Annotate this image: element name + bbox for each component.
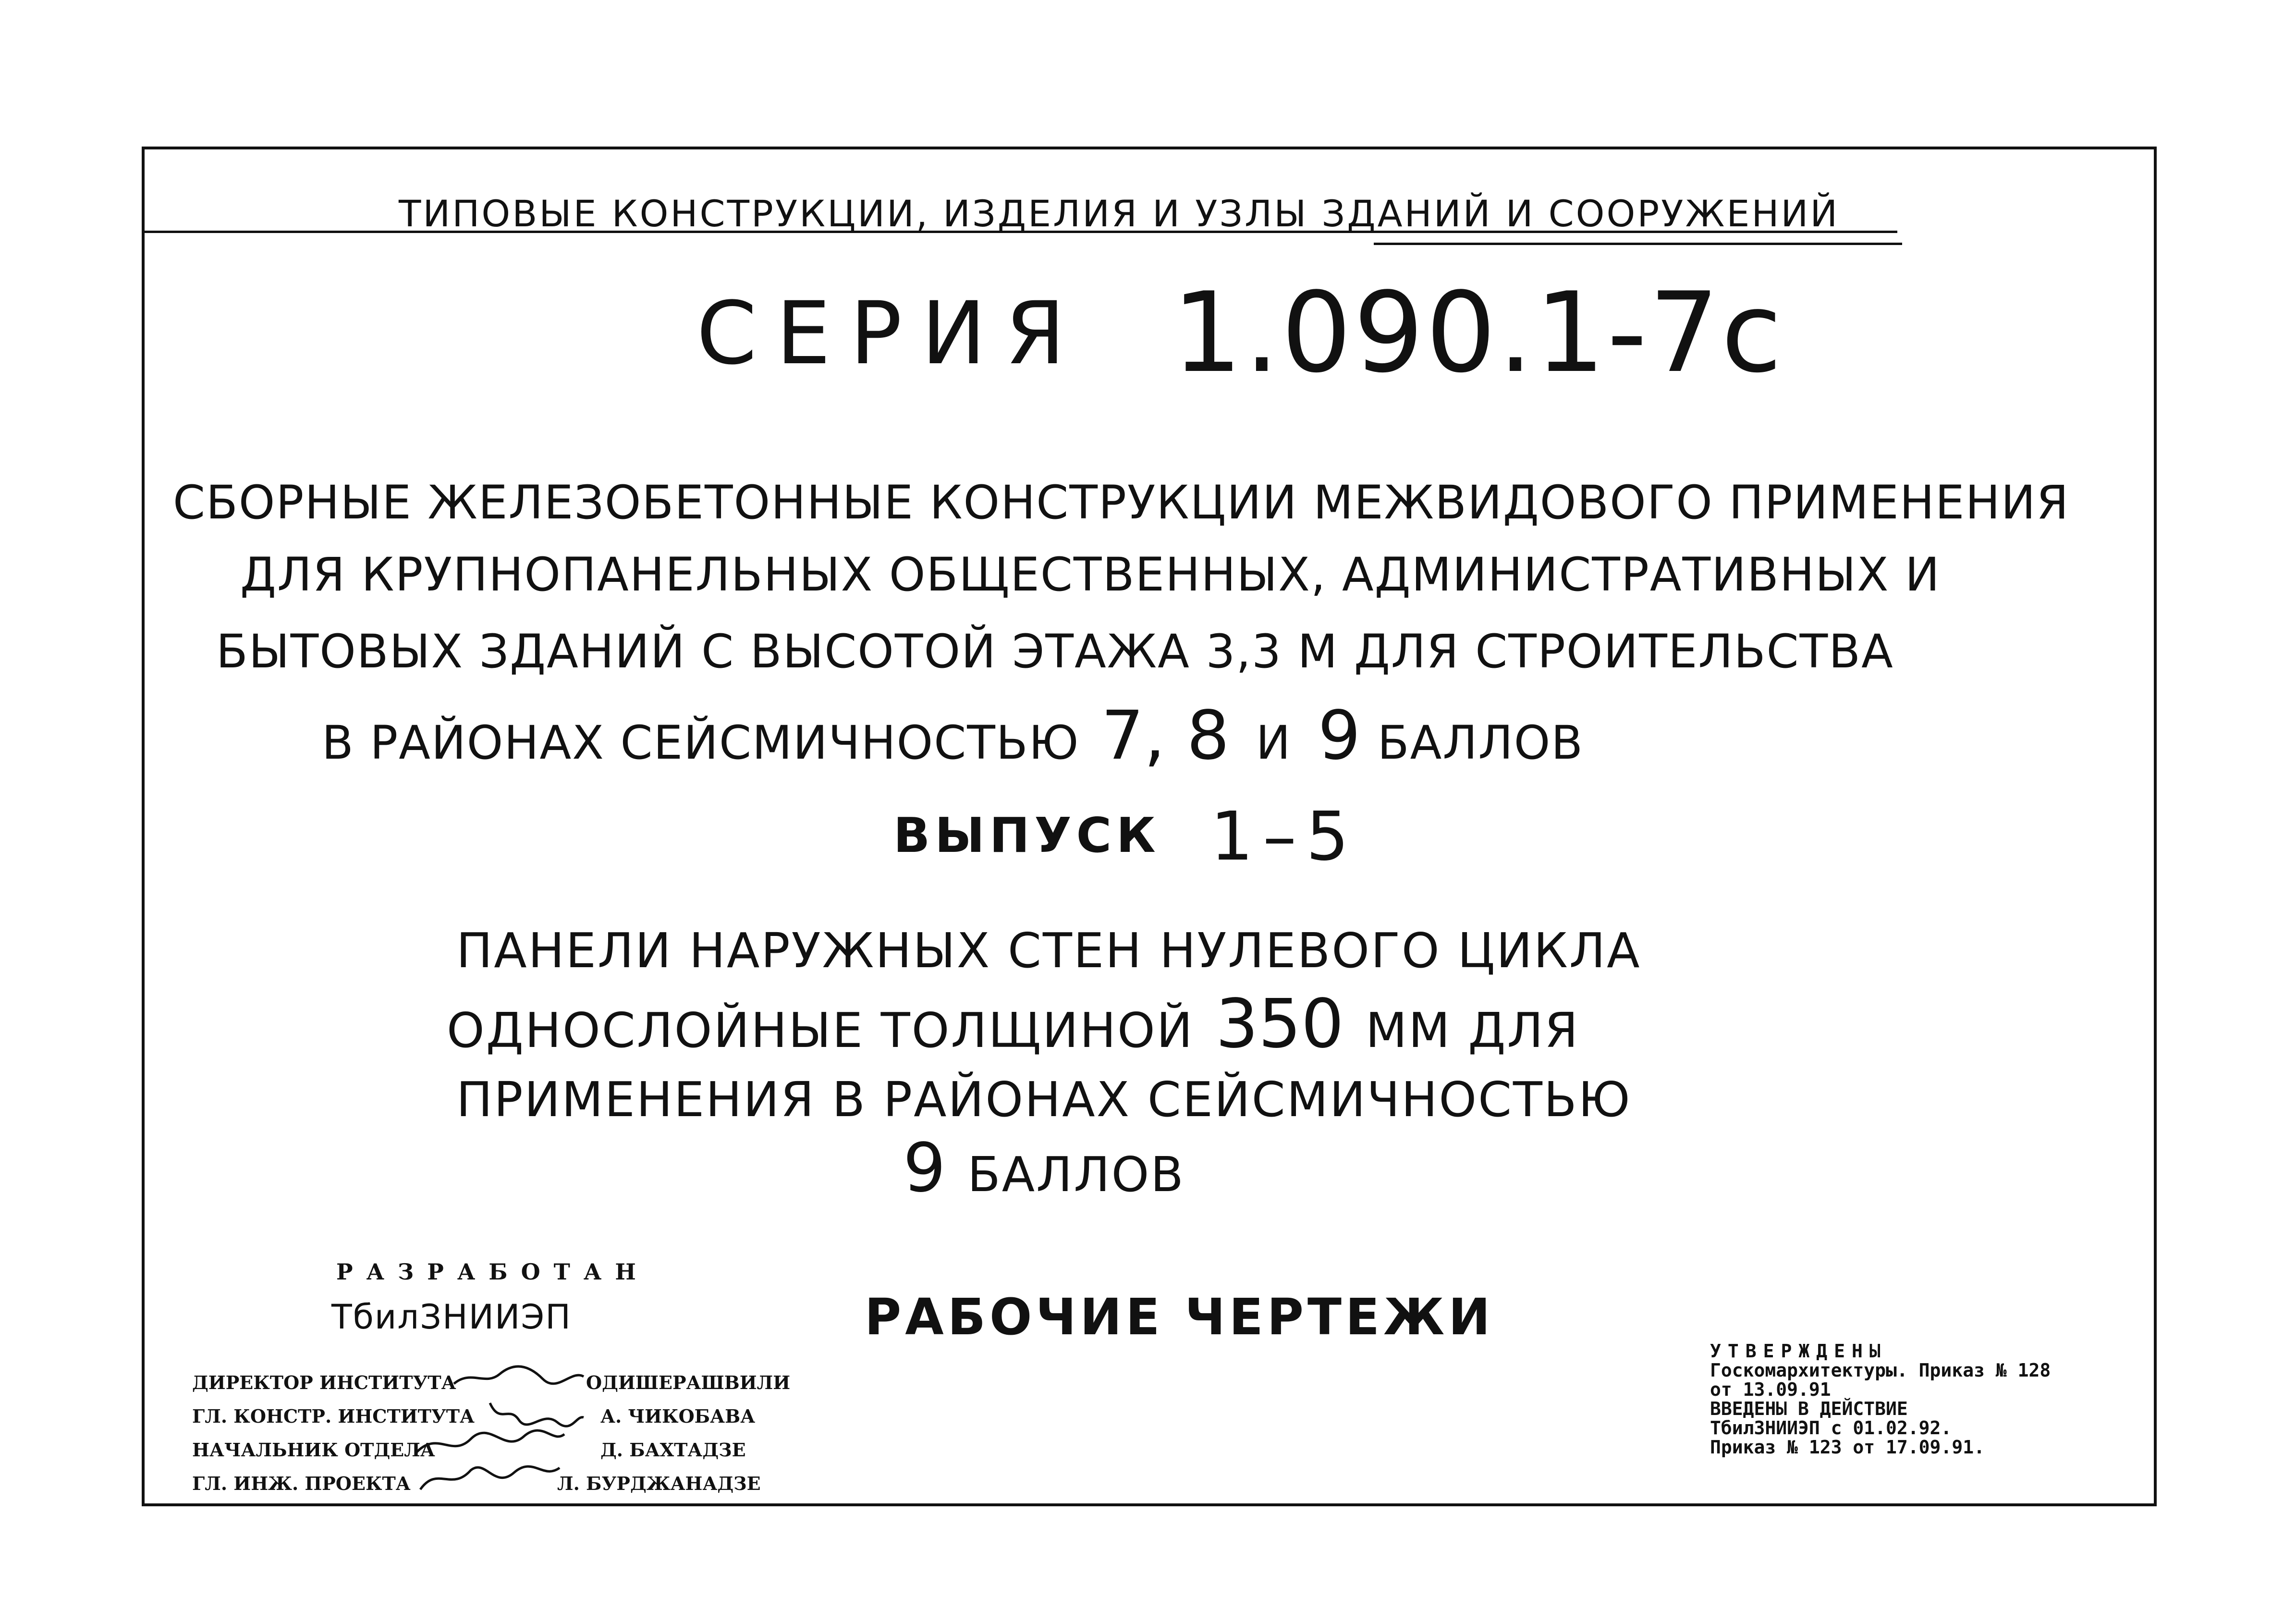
subtitle-points-word: БАЛЛОВ: [967, 1146, 1185, 1203]
issue-number: 1–5: [1210, 798, 1359, 876]
staff-name-3: Д. БАХТАДЗЕ: [600, 1439, 746, 1461]
subtitle-line-3: ПРИМЕНЕНИЯ В РАЙОНАХ СЕЙСМИЧНОСТЬЮ: [456, 1071, 1632, 1128]
staff-name-2: А. ЧИКОБАВА: [600, 1405, 756, 1427]
subtitle-line-1: ПАНЕЛИ НАРУЖНЫХ СТЕН НУЛЕВОГО ЦИКЛА: [456, 923, 1641, 979]
subtitle-line-2: [447, 985, 1579, 1063]
staff-role-3: НАЧАЛЬНИК ОТДЕЛА: [192, 1439, 435, 1461]
subtitle-seismic-value: 9: [903, 1129, 946, 1207]
issue-label: ВЫПУСК: [893, 807, 1160, 863]
main-title-line-1: СБОРНЫЕ ЖЕЛЕЗОБЕТОННЫЕ КОНСТРУКЦИИ МЕЖВИДОВОГО ПРИМЕНЕНИЯ: [173, 476, 2070, 529]
header-underline: [1374, 243, 1902, 245]
work-drawings-title: РАБОЧИЕ ЧЕРТЕЖИ: [865, 1288, 1494, 1346]
seismic-values: 7, 8: [1101, 697, 1230, 775]
staff-role-2: ГЛ. КОНСТР. ИНСТИТУТА: [192, 1405, 475, 1427]
thickness-unit: ММ ДЛЯ: [1365, 1002, 1580, 1058]
header-title: ТИПОВЫЕ КОНСТРУКЦИИ, ИЗДЕЛИЯ И УЗЛЫ ЗДАНИЙ И СООРУЖЕНИЙ: [399, 192, 1840, 235]
conjunction: И: [1256, 716, 1292, 770]
series-number: 1.090.1-7с: [1172, 269, 1784, 397]
approval-line-4: ТбилЗНИИЭП с 01.02.92.: [1710, 1417, 1952, 1439]
developer-org: ТбилЗНИИЭП: [331, 1297, 572, 1337]
seismic-value-9: 9: [1318, 697, 1361, 775]
main-title-line-4-text: В РАЙОНАХ СЕЙСМИЧНОСТЬЮ: [322, 716, 1080, 770]
signature-chief-engineer: [418, 1456, 562, 1499]
staff-name-4: Л. БУРДЖАНАДЗЕ: [557, 1473, 761, 1494]
staff-name-1: ОДИШЕРАШВИЛИ: [586, 1372, 791, 1393]
main-title-line-2: ДЛЯ КРУПНОПАНЕЛЬНЫХ ОБЩЕСТВЕННЫХ, АДМИНИСТРАТИВНЫХ И: [240, 548, 1941, 602]
staff-role-1: ДИРЕКТОР ИНСТИТУТА: [192, 1372, 456, 1393]
approval-label: УТВЕРЖДЕНЫ: [1710, 1341, 1887, 1362]
developer-label: РАЗРАБОТАН: [336, 1259, 649, 1285]
signature-director: [452, 1360, 586, 1393]
main-title-line-3: БЫТОВЫХ ЗДАНИЙ С ВЫСОТОЙ ЭТАЖА 3,3 М ДЛЯ СТРОИТЕЛЬСТВА: [216, 625, 1894, 678]
approval-line-2: от 13.09.91: [1710, 1379, 1831, 1400]
series-label: СЕРИЯ: [696, 283, 1085, 384]
subtitle-line-2-text: ОДНОСЛОЙНЫЕ ТОЛЩИНОЙ: [447, 1002, 1194, 1058]
points-word: БАЛЛОВ: [1377, 716, 1584, 770]
approval-line-1: Госкомархитектуры. Приказ № 128: [1710, 1360, 2051, 1381]
approval-line-5: Приказ № 123 от 17.09.91.: [1710, 1437, 1985, 1458]
subtitle-line-4: [903, 1129, 1185, 1207]
thickness-value: 350: [1215, 985, 1344, 1063]
main-title-line-4: [322, 697, 1584, 775]
staff-role-4: ГЛ. ИНЖ. ПРОЕКТА: [192, 1473, 411, 1494]
approval-line-3: ВВЕДЕНЫ В ДЕЙСТВИЕ: [1710, 1398, 1908, 1419]
